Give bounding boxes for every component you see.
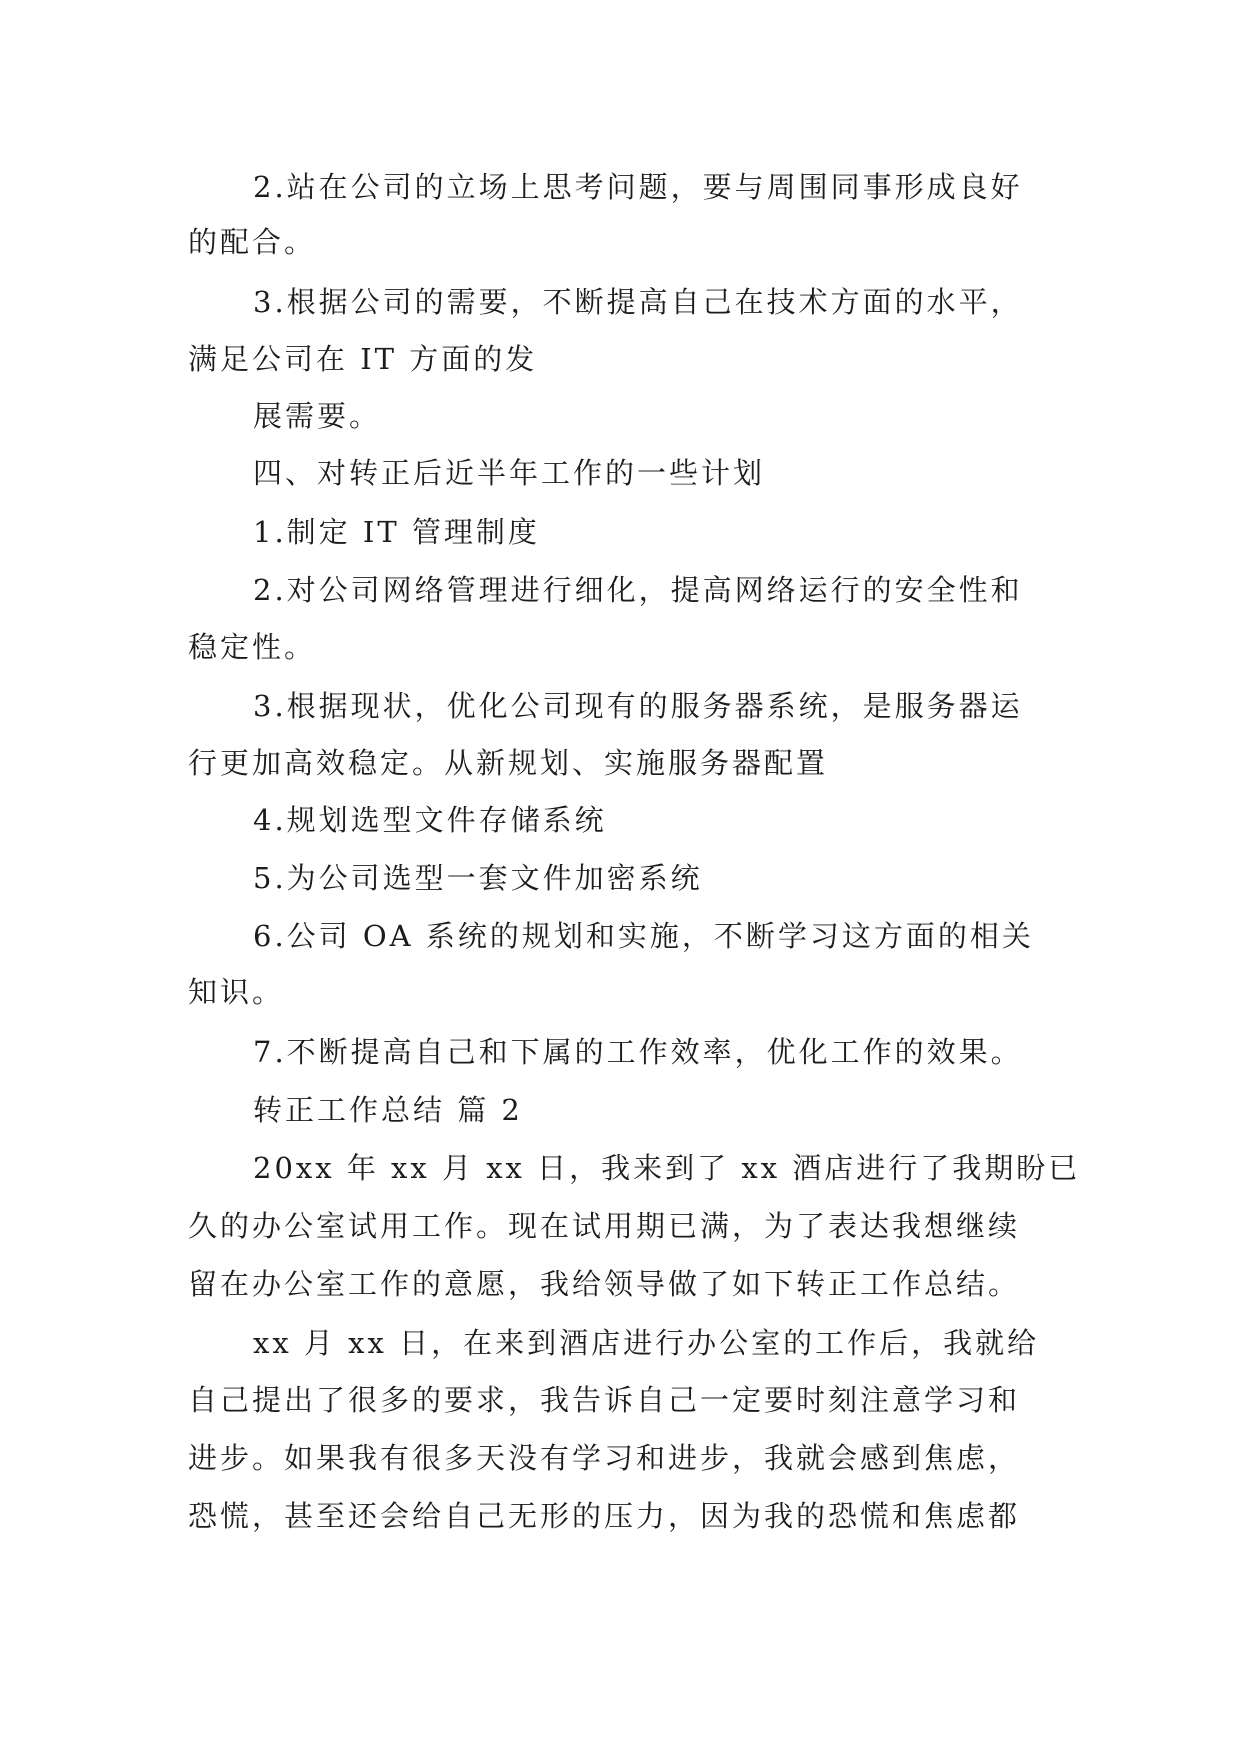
text-line: 恐慌，甚至还会给自己无形的压力，因为我的恐慌和焦虑都 <box>188 1499 1021 1533</box>
text-line: 2.站在公司的立场上思考问题，要与周围同事形成良好 <box>253 170 1023 204</box>
text-line: xx 月 xx 日，在来到酒店进行办公室的工作后，我就给 <box>253 1326 1040 1360</box>
text-line: 满足公司在 IT 方面的发 <box>188 342 538 376</box>
text-line: 稳定性。 <box>188 630 317 664</box>
section-heading: 四、对转正后近半年工作的一些计划 <box>253 456 766 490</box>
text-line: 知识。 <box>188 975 285 1009</box>
text-line: 留在办公室工作的意愿，我给领导做了如下转正工作总结。 <box>188 1267 1021 1301</box>
text-line: 4.规划选型文件存储系统 <box>253 803 607 837</box>
text-line: 7.不断提高自己和下属的工作效率，优化工作的效果。 <box>253 1035 1023 1069</box>
section-heading: 转正工作总结 篇 2 <box>253 1093 523 1127</box>
text-line: 行更加高效稳定。从新规划、实施服务器配置 <box>188 746 829 780</box>
text-line: 6.公司 OA 系统的规划和实施，不断学习这方面的相关 <box>253 919 1034 953</box>
text-line: 2.对公司网络管理进行细化，提高网络运行的安全性和 <box>253 573 1023 607</box>
text-line: 展需要。 <box>253 399 382 433</box>
text-line: 5.为公司选型一套文件加密系统 <box>253 861 703 895</box>
text-line: 自己提出了很多的要求，我告诉自己一定要时刻注意学习和 <box>188 1383 1021 1417</box>
text-line: 3.根据现状，优化公司现有的服务器系统，是服务器运 <box>253 689 1023 723</box>
text-line: 久的办公室试用工作。现在试用期已满，为了表达我想继续 <box>188 1209 1021 1243</box>
text-line: 3.根据公司的需要，不断提高自己在技术方面的水平， <box>253 285 1023 319</box>
text-line: 进步。如果我有很多天没有学习和进步，我就会感到焦虑， <box>188 1441 1021 1475</box>
text-line: 20xx 年 xx 月 xx 日，我来到了 xx 酒店进行了我期盼已 <box>253 1151 1081 1185</box>
text-line: 的配合。 <box>188 225 317 259</box>
text-line: 1.制定 IT 管理制度 <box>253 515 540 549</box>
